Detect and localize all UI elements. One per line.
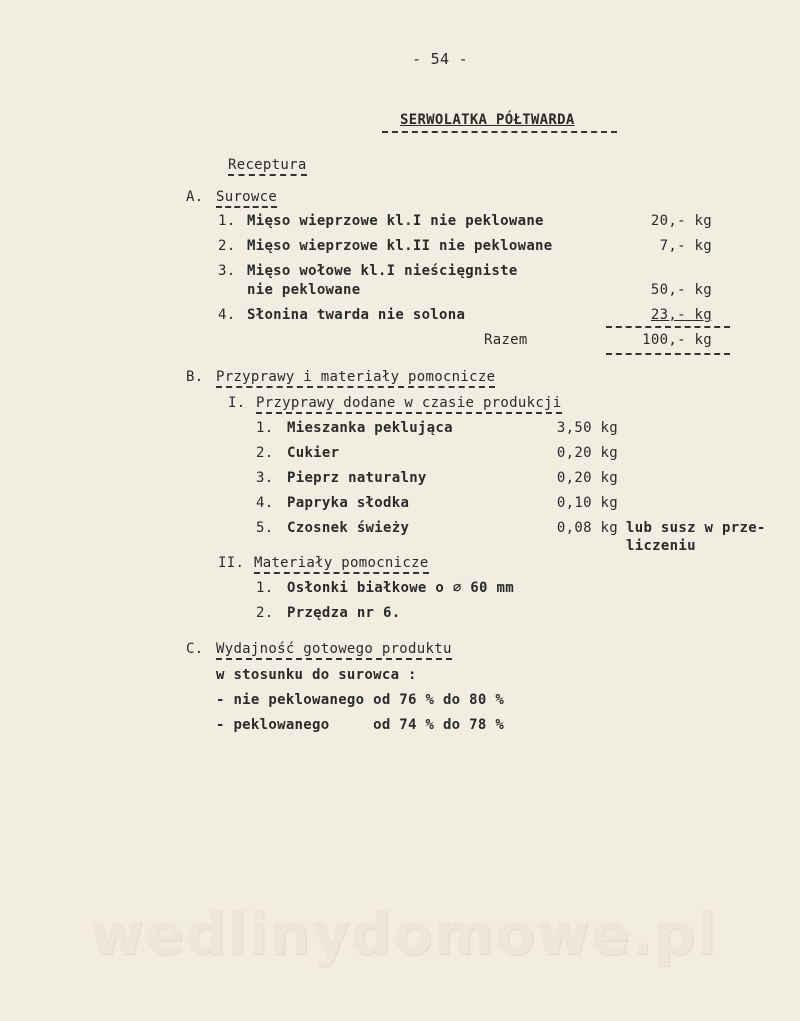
list-item: Pieprz naturalny (287, 470, 427, 486)
watermark: wedlinydomowe.pl (90, 900, 718, 968)
list-item-number: 2. (256, 445, 274, 461)
document-title: SERWOLATKA PÓŁTWARDA (400, 112, 575, 128)
yield-line: - peklowanego od 74 % do 78 % (216, 717, 505, 733)
amount-value: 0,08 kg (556, 520, 618, 536)
list-item: Osłonki białkowe o ∅ 60 mm (287, 580, 514, 596)
list-item-number: 5. (256, 520, 274, 536)
subsection-heading: Przyprawy dodane w czasie produkcji (256, 395, 562, 414)
list-item-continuation: nie peklowane (247, 282, 361, 298)
amount-value: 0,20 kg (556, 470, 618, 486)
title-double-rule (382, 131, 617, 133)
list-item-number: 1. (256, 420, 274, 436)
total-rule (606, 353, 730, 355)
section-c-heading: Wydajność gotowego produktu (216, 641, 452, 660)
list-item-number: 2. (218, 238, 236, 254)
section-c-letter: C. (186, 641, 204, 657)
list-item-number: 3. (218, 263, 236, 279)
margin-note-continuation: liczeniu (626, 538, 696, 554)
subsection-number: II. (218, 555, 245, 571)
list-item-number: 4. (256, 495, 274, 511)
amount-value: 50,- kg (650, 282, 712, 298)
recipe-heading: Receptura (228, 157, 307, 176)
list-item: Czosnek świeży (287, 520, 410, 536)
total-amount: 100,- kg (642, 332, 712, 348)
amount-value: 7,- kg (659, 238, 712, 254)
margin-note: lub susz w prze- (626, 520, 766, 536)
list-item: Słonina twarda nie solona (247, 307, 466, 323)
section-a-heading: Surowce (216, 189, 277, 208)
subsection-number: I. (228, 395, 246, 411)
list-item-number: 1. (218, 213, 236, 229)
page-number: - 54 - (412, 50, 468, 68)
list-item: Mieszanka peklująca (287, 420, 453, 436)
yield-text: w stosunku do surowca : (216, 667, 417, 683)
list-item: Papryka słodka (287, 495, 410, 511)
subsection-heading: Materiały pomocnicze (254, 555, 429, 574)
list-item: Mięso wieprzowe kl.II nie peklowane (247, 238, 553, 254)
sum-rule (606, 326, 730, 328)
yield-line: - nie peklowanego od 76 % do 80 % (216, 692, 505, 708)
list-item: Cukier (287, 445, 340, 461)
list-item: Mięso wieprzowe kl.I nie peklowane (247, 213, 544, 229)
list-item-number: 1. (256, 580, 274, 596)
list-item: Mięso wołowe kl.I nieścięgniste (247, 263, 518, 279)
list-item-number: 2. (256, 605, 274, 621)
list-item-number: 4. (218, 307, 236, 323)
section-b-letter: B. (186, 369, 204, 385)
amount-value: 0,20 kg (556, 445, 618, 461)
amount-value: 3,50 kg (556, 420, 618, 436)
total-label: Razem (484, 332, 528, 348)
amount-value: 0,10 kg (556, 495, 618, 511)
section-a-letter: A. (186, 189, 204, 205)
list-item: Przędza nr 6. (287, 605, 401, 621)
amount-value: 20,- kg (650, 213, 712, 229)
section-b-heading: Przyprawy i materiały pomocnicze (216, 369, 495, 388)
amount-value: 23,- kg (650, 307, 712, 323)
list-item-number: 3. (256, 470, 274, 486)
